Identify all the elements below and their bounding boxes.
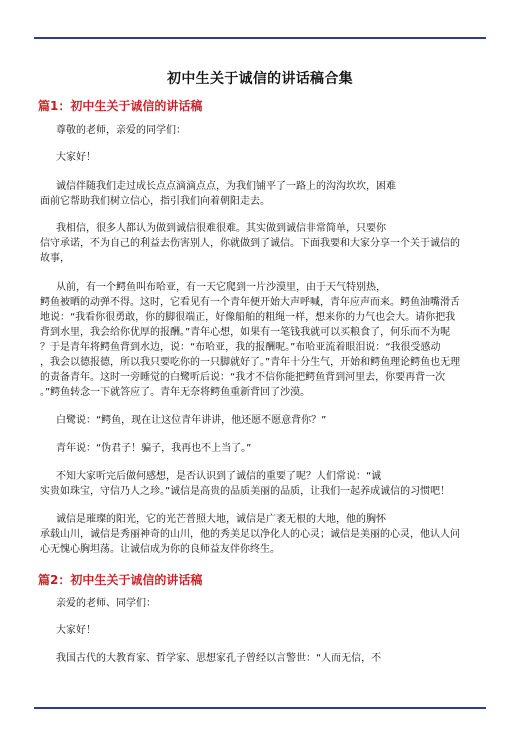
- paragraph-line: 信守承诺，不为自己的利益去伤害别人，你就做到了诚信。下面我要和大家分享一个关于诚信的: [40, 238, 460, 249]
- paragraph-line: 。”鳄鱼转念一下就答应了。青年无奈将鳄鱼重新背回了沙漠。: [40, 387, 311, 398]
- salutation-line: 尊敬的老师，亲爱的同学们：: [56, 125, 186, 136]
- paragraph-line: 背到水里，我会给你优厚的报酬。”青年心想，如果有一笔钱我就可以买粮食了，何乐而不为呢: [40, 327, 451, 338]
- bottom-rule: [34, 707, 486, 709]
- section-heading-1: 篇1：初中生关于诚信的讲话稿: [38, 99, 203, 113]
- document-title: 初中生关于诚信的讲话稿合集: [167, 71, 353, 87]
- paragraph-line: 我相信，很多人都认为做到诚信很难很难。其实做到诚信非常简单，只要你: [56, 223, 386, 234]
- paragraph-line: 故事，: [40, 253, 70, 264]
- section-heading-2: 篇2：初中生关于诚信的讲话稿: [38, 573, 203, 587]
- paragraph-line: 面前它帮助我们树立信心，指引我们向着朝阳走去。: [40, 196, 270, 207]
- greeting-line: 大家好！: [56, 625, 96, 636]
- paragraph-line: 不知大家听完后做何感想，是否认识到了诚信的重要了呢？人们常说：“诚: [56, 471, 382, 482]
- paragraph-line: 心无愧心胸坦荡。让诚信成为你的良师益友伴你终生。: [40, 544, 280, 555]
- salutation-line: 亲爱的老师、同学们：: [56, 598, 156, 609]
- paragraph-line: 诚信伴随我们走过成长点点滴滴点点，为我们铺平了一路上的沟沟坎坎，困难: [56, 181, 396, 192]
- paragraph-line: 地说：“我看你很勇敢，你的脚很端正，好像船舶的粗绳一样，想来你的力气也会大。请你把我: [40, 312, 456, 323]
- paragraph-line: ？于是青年将鳄鱼背到水边，说：“布哈亚，我的报酬呢。”布哈亚流着眼泪说：“我很受感动: [40, 342, 441, 353]
- paragraph-line: 我国古代的大教育家、哲学家、思想家孔子曾经以言警世：“人而无信，不: [56, 653, 382, 664]
- paragraph-line: ，我会以德报德，所以我只要吃你的一只脚就好了。”青年十分生气，开始和鳄鱼理论鳄鱼也无理: [40, 357, 461, 368]
- paragraph-line: 白鹭说：“鳄鱼，现在让这位青年讲讲，他还愿不愿意背你？”: [56, 415, 327, 426]
- paragraph-line: 从前，有一个鳄鱼叫布哈亚，有一天它爬到一片沙漠里，由于天气特别热，: [56, 282, 386, 293]
- paragraph-line: 承载山川，诚信是秀丽神奇的山川，他的秀美足以净化人的心灵；诚信是美丽的心灵，他认人问: [40, 529, 460, 540]
- top-rule: [34, 37, 486, 39]
- paragraph-line: 的责备青年。这时一旁睡觉的白鹭听后说：“我才不信你能把鳄鱼背到河里去，你要再背一次: [40, 372, 446, 383]
- paragraph-line: 青年说：“伪君子！骗子，我再也不上当了。”: [56, 443, 252, 454]
- paragraph-line: 诚信是璀璨的阳光，它的光芒普照大地，诚信是广袤无根的大地，他的胸怀: [56, 514, 386, 525]
- greeting-line: 大家好！: [56, 152, 96, 163]
- paragraph-line: 实贵如珠宝，守信乃人之珍。”诚信是高贵的品质美丽的品质，让我们一起养成诚信的习惯吧！: [40, 486, 451, 497]
- paragraph-line: 鳄鱼被晒的动弹不得。这时，它看见有一个青年便开始大声呼喊，青年应声而来。鳄鱼油嘴滑舌: [40, 297, 460, 308]
